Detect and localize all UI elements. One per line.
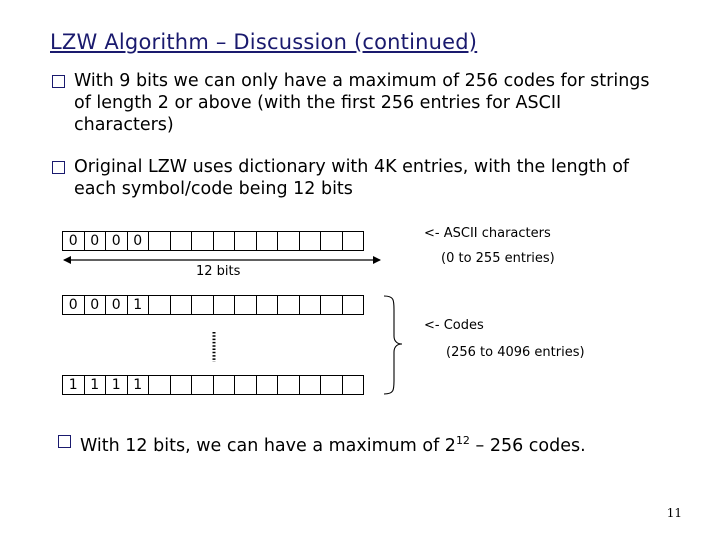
- bit-cell: [234, 375, 257, 395]
- bit-cell: [299, 231, 322, 251]
- bullet-text: Original LZW uses dictionary with 4K entries, with the length of each symbol/code being 12 bits: [74, 157, 630, 199]
- bit-cell: [299, 295, 322, 315]
- codes-label: <- Codes: [424, 318, 484, 333]
- bit-cell: [299, 375, 322, 395]
- bit-cell: 1: [105, 375, 128, 395]
- bit-cell: 1: [84, 375, 107, 395]
- bit-cell: [256, 231, 279, 251]
- code-row-first-code: [62, 295, 363, 315]
- bit-cell: [277, 375, 300, 395]
- bit-cell: [234, 231, 257, 251]
- ascii-label: <- ASCII characters: [424, 226, 551, 241]
- bullet-9-bits: [52, 70, 652, 136]
- bit-cell: 0: [84, 295, 107, 315]
- bit-cell: 0: [84, 231, 107, 251]
- bit-cell: 1: [62, 375, 85, 395]
- bit-cell: [320, 231, 343, 251]
- conclusion-suffix: – 256 codes.: [469, 435, 586, 456]
- bit-cell: [170, 295, 193, 315]
- bit-cell: [191, 295, 214, 315]
- bit-cell: 1: [127, 375, 150, 395]
- conclusion-exponent: 12: [455, 434, 470, 447]
- bit-cell: [148, 295, 171, 315]
- conclusion-text: [80, 430, 678, 457]
- bit-cell: [191, 231, 214, 251]
- code-row-ascii: [62, 231, 363, 251]
- bullet-original-lzw: [52, 156, 632, 200]
- width-label: 12 bits: [196, 264, 241, 279]
- bullet-conclusion: [58, 430, 678, 457]
- bit-cell: [191, 375, 214, 395]
- slide-title: LZW Algorithm – Discussion (continued): [50, 30, 478, 54]
- bit-cell: [170, 231, 193, 251]
- page-number: 11: [666, 506, 682, 520]
- bit-cell: 0: [62, 295, 85, 315]
- codes-range: (256 to 4096 entries): [446, 345, 585, 360]
- bit-cell: [234, 295, 257, 315]
- bit-cell: 1: [127, 295, 150, 315]
- bit-cell: [256, 295, 279, 315]
- bit-cell: 0: [105, 231, 128, 251]
- bit-cell: [342, 231, 365, 251]
- bit-cell: [277, 295, 300, 315]
- bit-cell: [320, 375, 343, 395]
- bit-cell: [148, 375, 171, 395]
- bit-cell: [148, 231, 171, 251]
- bit-cell: [277, 231, 300, 251]
- bit-cell: [342, 375, 365, 395]
- bullet-box-icon: [52, 161, 65, 174]
- bit-cell: 0: [105, 295, 128, 315]
- codes-brace: [384, 296, 402, 394]
- bullet-box-icon: [52, 75, 65, 88]
- bit-cell: [256, 375, 279, 395]
- ascii-range: (0 to 255 entries): [441, 251, 555, 266]
- bullet-text: With 9 bits we can only have a maximum of 256 codes for strings of length 2 or above (with the first 256 entries for ASCII characters): [74, 71, 650, 135]
- bit-cell: [320, 295, 343, 315]
- bit-cell: 0: [127, 231, 150, 251]
- bit-cell: [213, 295, 236, 315]
- bit-cell: [213, 375, 236, 395]
- bit-cell: [170, 375, 193, 395]
- code-row-last-code: [62, 375, 363, 395]
- bullet-box-icon: [58, 435, 71, 448]
- bit-cell: [342, 295, 365, 315]
- bit-cell: 0: [62, 231, 85, 251]
- conclusion-prefix: With 12 bits, we can have a maximum of 2: [80, 435, 456, 456]
- bit-cell: [213, 231, 236, 251]
